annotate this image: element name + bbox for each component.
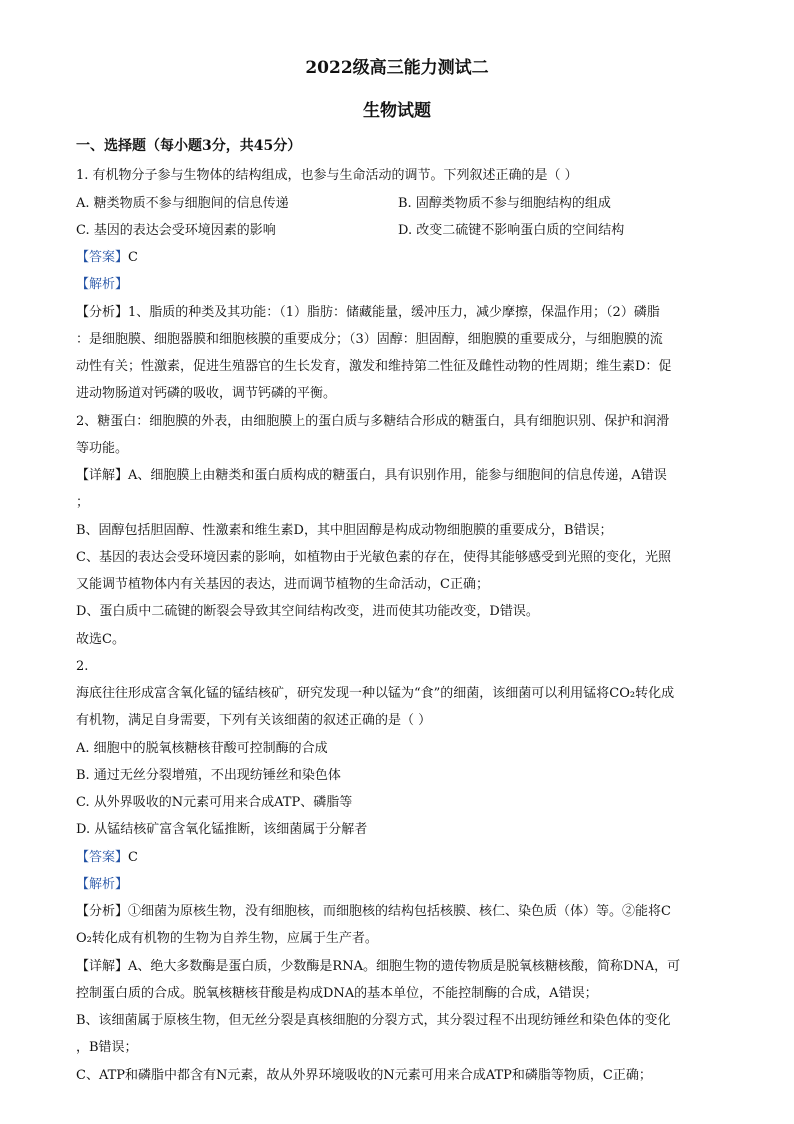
q1-conclusion: 故选C。 — [76, 632, 125, 647]
q1-fenxi-line: 动性有关；性激素，促进生殖器官的生长发育，激发和维持第二性征及雌性动物的性周期；维生素D：促 — [76, 359, 672, 374]
q2-option-d: D. 从锰结核矿富含氧化锰推断，该细菌属于分解者 — [76, 822, 368, 837]
q1-stem: 1. 有机物分子参与生物体的结构组成，也参与生命活动的调节。下列叙述正确的是（ ） — [76, 168, 578, 183]
q1-answer — [76, 249, 722, 267]
q1-option-c: C. 基因的表达会受环境因素的影响 — [76, 223, 276, 238]
q1-fenxi-line: ：是细胞膜、细胞器膜和细胞核膜的重要成分；（3）固醇：胆固醇，细胞膜的重要成分，与细胞膜的流 — [76, 332, 663, 347]
q2-xiangjie-line: B、该细菌属于原核生物，但无丝分裂是真核细胞的分裂方式，其分裂过程不出现纺锤丝和染色体的变化 — [76, 1013, 671, 1028]
q2-xiangjie-line — [76, 958, 722, 976]
q1-option-a: A. 糖类物质不参与细胞间的信息传递 — [76, 196, 289, 211]
xiangjie-tag: 【详解】 — [76, 468, 129, 483]
q1-fenxi-line: 等功能。 — [76, 441, 129, 456]
q2-xiangjie-line: C、ATP和磷脂中都含有N元素，故从外界环境吸收的N元素可用来合成ATP和磷脂等物质，C正确； — [76, 1068, 652, 1083]
answer-tag: 【答案】 — [76, 850, 129, 865]
xiangjie-text: A、绝大多数酶是蛋白质，少数酶是RNA。细胞生物的遗传物质是脱氧核糖核酸，简称DNA，可 — [128, 959, 681, 974]
analysis-tag: 【解析】 — [76, 877, 129, 892]
page-title: 2022级高三能力测试二 — [305, 58, 489, 78]
q2-fenxi-line — [76, 903, 722, 921]
q2-answer — [76, 849, 722, 867]
q1-fenxi-line: 进动物肠道对钙磷的吸收，调节钙磷的平衡。 — [76, 386, 337, 401]
q2-stem: 有机物，满足自身需要，下列有关该细菌的叙述正确的是（ ） — [76, 713, 432, 728]
q2-number: 2. — [76, 659, 89, 674]
analysis-tag: 【解析】 — [76, 277, 129, 292]
fenxi-text: 1、脂质的种类及其功能：（1）脂肪：储藏能量，缓冲压力，减少摩擦，保温作用；（2）磷脂 — [128, 305, 660, 320]
q2-option-a: A. 细胞中的脱氧核糖核苷酸可控制酶的合成 — [76, 741, 328, 756]
q1-fenxi-line — [76, 304, 722, 322]
q2-option-c: C. 从外界吸收的N元素可用来合成ATP、磷脂等 — [76, 795, 353, 810]
q2-analysis-tag — [76, 876, 722, 894]
q1-analysis-tag — [76, 276, 722, 294]
q1-xiangjie-line — [76, 467, 722, 485]
section-heading: 一、选择题（每小题3分，共45分） — [76, 138, 302, 154]
answer-value: C — [128, 850, 138, 865]
answer-value: C — [128, 250, 138, 265]
q1-xiangjie-line: B、固醇包括胆固醇、性激素和维生素D，其中胆固醇是构成动物细胞膜的重要成分，B错误； — [76, 523, 613, 538]
q1-xiangjie-line: D、蛋白质中二硫键的断裂会导致其空间结构改变，进而使其功能改变，D错误。 — [76, 604, 539, 619]
q2-option-b: B. 通过无丝分裂增殖，不出现纺锤丝和染色体 — [76, 768, 341, 783]
page-subtitle: 生物试题 — [363, 101, 431, 121]
xiangjie-tag: 【详解】 — [76, 959, 129, 974]
fenxi-text: ①细菌为原核生物，没有细胞核，而细胞核的结构包括核膜、核仁、染色质（体）等。②能将C — [128, 904, 671, 919]
fenxi-tag: 【分析】 — [76, 904, 129, 919]
answer-tag: 【答案】 — [76, 250, 129, 265]
q1-xiangjie-line: 又能调节植物体内有关基因的表达，进而调节植物的生命活动，C正确； — [76, 577, 489, 592]
q2-stem: 海底往往形成富含氧化锰的锰结核矿，研究发现一种以锰为“食”的细菌，该细菌可以利用锰将CO₂转化成 — [76, 686, 675, 701]
q2-xiangjie-line: 控制蛋白质的合成。脱氧核糖核苷酸是构成DNA的基本单位，不能控制酶的合成，A错误； — [76, 986, 598, 1001]
q1-xiangjie-line: C、基因的表达会受环境因素的影响，如植物由于光敏色素的存在，使得其能够感受到光照的变化，光照 — [76, 550, 671, 565]
q1-option-d: D. 改变二硫键不影响蛋白质的空间结构 — [398, 223, 625, 238]
q1-option-b: B. 固醇类物质不参与细胞结构的组成 — [398, 196, 611, 211]
xiangjie-text: A、细胞膜上由糖类和蛋白质构成的糖蛋白，具有识别作用，能参与细胞间的信息传递，A错误 — [128, 468, 667, 483]
fenxi-tag: 【分析】 — [76, 305, 129, 320]
q2-fenxi-line: O₂转化成有机物的生物为自养生物，应属于生产者。 — [76, 931, 378, 946]
q1-fenxi-line: 2、糖蛋白：细胞膜的外表，由细胞膜上的蛋白质与多糖结合形成的糖蛋白，具有细胞识别、保护和润滑 — [76, 414, 670, 429]
q1-xiangjie-line: ； — [76, 495, 90, 510]
q2-xiangjie-line: ，B错误； — [76, 1040, 138, 1055]
